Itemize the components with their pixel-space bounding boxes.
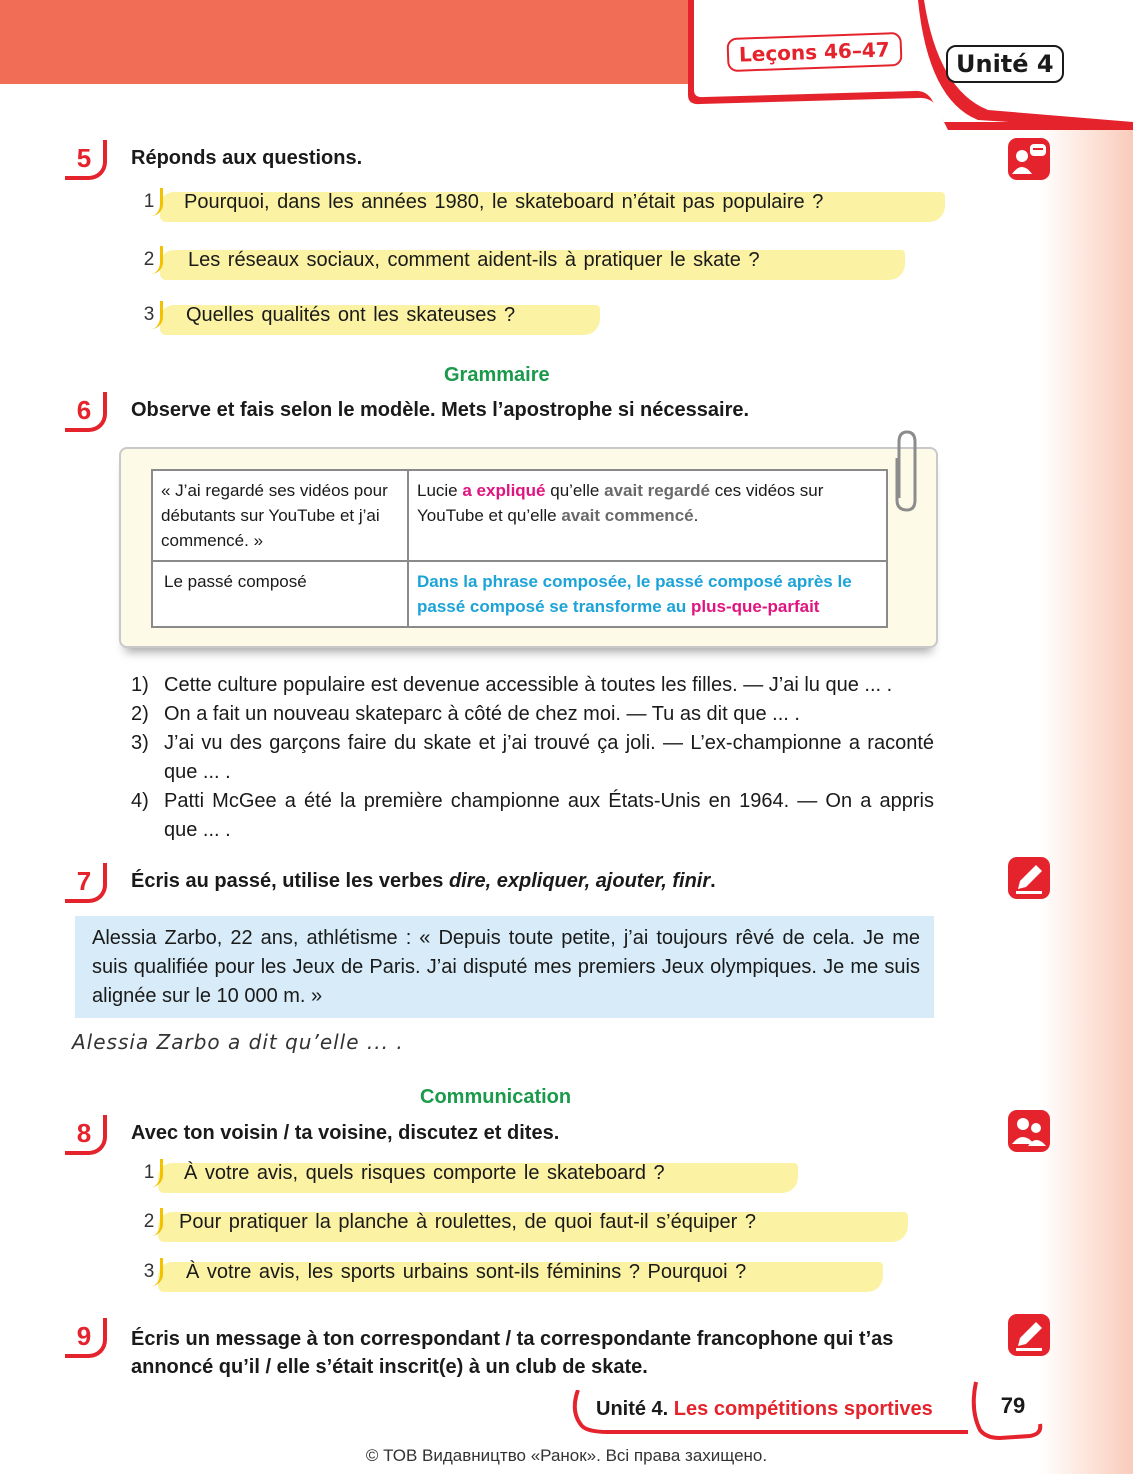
question-number: 2 — [138, 246, 163, 274]
question-text: À votre avis, quels risques comporte le skateboard ? — [184, 1162, 665, 1184]
rule-highlight: plus-que-parfait — [691, 597, 820, 616]
verb-highlight: a expliqué — [462, 481, 546, 500]
exercise-number: 7 — [65, 863, 107, 903]
rule-text: Dans la phrase composée, le passé composé après le passé composé se transforme au — [417, 572, 852, 616]
title-text: Écris au passé, utilise les verbes — [131, 870, 449, 892]
list-item: Patti McGee a été la première championne aux États-Unis en 1964. — On a appris que ... . — [164, 790, 934, 841]
question-text: Quelles qualités ont les skateuses ? — [186, 304, 516, 326]
top-color-bar — [0, 0, 700, 84]
list-number: 4) — [131, 790, 149, 812]
title-text: . — [710, 870, 716, 892]
page-number: 79 — [1000, 1393, 1026, 1418]
exercise-number: 5 — [65, 140, 107, 180]
exercise-number: 6 — [65, 392, 107, 432]
text-run: qu’elle — [545, 481, 605, 500]
question-text: Pourquoi, dans les années 1980, le skateboard n’était pas populaire ? — [184, 191, 824, 213]
exercise-title — [131, 870, 716, 893]
verb-highlight: avait regardé — [604, 481, 710, 500]
speech-icon — [1006, 136, 1052, 182]
copyright-notice: © ТОВ Видавництво «Ранок». Всі права захищено. — [365, 1446, 768, 1465]
footer-title — [596, 1398, 933, 1421]
section-heading-communication: Communication — [420, 1086, 572, 1108]
footer-chapter: Les compétitions sportives — [673, 1398, 933, 1420]
footer-unit: Unité 4. — [596, 1398, 674, 1420]
question-number: 2 — [138, 1208, 163, 1236]
title-verbs: dire, expliquer, ajouter, finir — [448, 870, 711, 892]
unit-badge: Unité 4 — [946, 45, 1064, 83]
athlete-quote: Alessia Zarbo, 22 ans, athlétisme : « Depuis toute petite, j’ai toujours rêvé de cela. Je me suis qualifiée pour les Jeux de Paris. J’ai disputé mes premiers Jeux olympiques. Je me suis alignée sur le 10 000 m. » — [92, 927, 920, 1007]
list-number: 2) — [131, 703, 149, 725]
text-run: ces vidéos sur YouTube et qu’elle — [417, 481, 824, 525]
list-number: 3) — [131, 732, 149, 754]
pencil-icon — [1006, 855, 1052, 901]
model-table — [151, 469, 888, 628]
verb-highlight: avait commencé — [561, 506, 694, 525]
paperclip-icon — [893, 428, 921, 514]
list-item: J’ai vu des garçons faire du skate et j’ai trouvé ça joli. — L’ex-championne a raconté que ... . — [164, 732, 934, 783]
pencil-icon — [1006, 1312, 1052, 1358]
text-run: Lucie — [417, 481, 463, 500]
question-number: 3 — [138, 301, 163, 329]
table-cell-reported-speech — [408, 470, 887, 561]
question-text: Pour pratiquer la planche à roulettes, de quoi faut-il s’équiper ? — [179, 1211, 757, 1233]
text-run: . — [693, 506, 699, 525]
exercise-title: Avec ton voisin / ta voisine, discutez et dites. — [131, 1122, 560, 1144]
section-heading-grammar: Grammaire — [444, 364, 550, 386]
pair-work-icon — [1006, 1108, 1052, 1154]
list-number: 1) — [131, 674, 149, 696]
exercise-number: 9 — [65, 1318, 107, 1358]
exercise-6-list — [131, 671, 936, 846]
handwritten-example: Alessia Zarbo a dit qu’elle ... . — [72, 1030, 404, 1054]
exercise-number: 8 — [65, 1115, 107, 1155]
question-number: 1 — [138, 1159, 163, 1187]
list-item: On a fait un nouveau skateparc à côté de chez moi. — Tu as dit que ... . — [164, 703, 800, 725]
list-item: Cette culture populaire est devenue accessible à toutes les filles. — J’ai lu que ... . — [164, 674, 893, 696]
exercise-title: Observe et fais selon le modèle. Mets l’apostrophe si nécessaire. — [131, 399, 750, 421]
question-text: Les réseaux sociaux, comment aident-ils à pratiquer le skate ? — [188, 249, 760, 271]
table-cell-direct-speech: « J’ai regardé ses vidéos pour débutants sur YouTube et j’ai commencé. » — [152, 470, 408, 561]
exercise-title: Réponds aux questions. — [131, 147, 363, 169]
table-cell-tense: Le passé composé — [152, 561, 408, 627]
question-text: À votre avis, les sports urbains sont-ils féminins ? Pourquoi ? — [186, 1261, 747, 1283]
exercise-title: Écris un message à ton correspondant / ta correspondante francophone qui t’as annoncé qu’il / elle s’était inscrit(e) à un club de skate. — [131, 1328, 894, 1378]
question-number: 1 — [138, 188, 163, 216]
right-margin-gradient — [1040, 120, 1133, 1474]
question-number: 3 — [138, 1258, 163, 1286]
lessons-badge: Leçons 46–47 — [726, 32, 902, 72]
table-cell-rule — [408, 561, 887, 627]
